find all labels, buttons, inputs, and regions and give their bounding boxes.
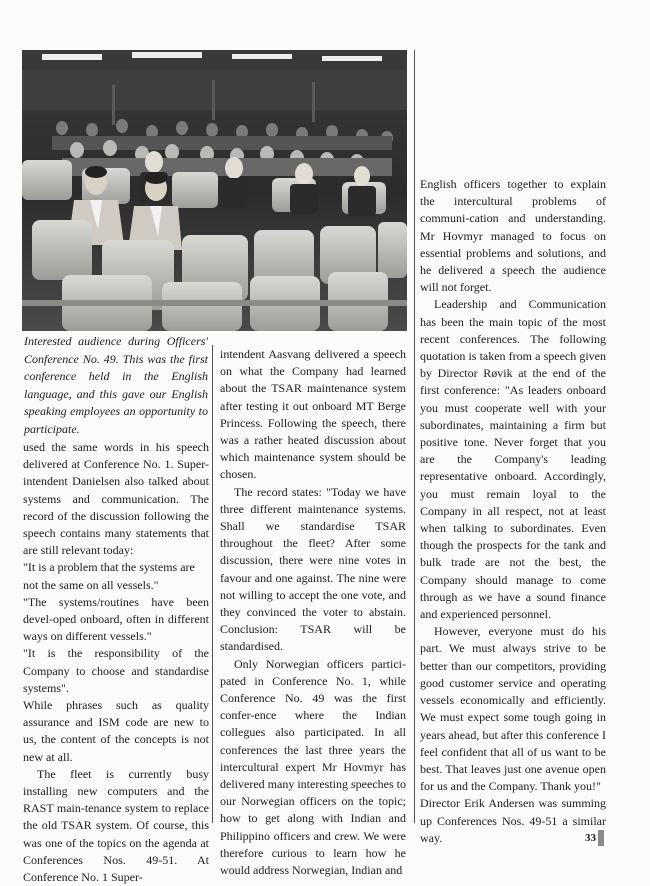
paragraph: The record states: "Today we have three different maintenance systems. Shall we standardise TSAR throughout the fleet? After some discussion, there were nine votes in favour and one against. The nine were not willing to accept the one vote, and they convinced the voter to abstain. Conclusion: TSAR will be standardised. <box>220 484 406 654</box>
conference-photo <box>22 50 407 331</box>
paragraph: The fleet is currently busy installing new computers and the RAST main-tenance system to replace the old TSAR system. Of course, this was one of the topics on the agenda at Conferences Nos. 49-51. At Conference No. 1 Super- <box>23 766 209 885</box>
paragraph: Director Erik Andersen was summing up Conferences Nos. 49-51 a similar way. <box>420 796 606 845</box>
column-rule-right <box>414 50 415 823</box>
article-column-3 <box>420 176 606 847</box>
conference-audience-image <box>22 50 407 331</box>
article-column-1 <box>23 439 209 886</box>
paragraph: English officers together to explain the intercultural problems of communi-cation and understanding. Mr Hovmyr managed to focus on essential problems and solutions, and he delivered a speech the audience will not forget. <box>420 177 606 295</box>
paragraph: intendent Aasvang delivered a speech on what the Company had learned about the TSAR maintenance system after testing it out onboard MT Berge Princess. Following the speech, there was a rather heated discussion about which maintenance system should be chosen. <box>220 347 406 482</box>
paragraph: Only Norwegian officers partici-pated in Conference No. 1, while Conference No. 49 was the first confer-ence where the Indian collegues also participated. In all conferences the last three years the intercultural expert Mr Hovmyr has delivered many interesting speeches to our Norwegian officers on the topic; how to get along with Indian and Philippino officers and crew. We were therefore curious to learn how he would address Norwegian, Indian and <box>220 656 406 878</box>
quote: "It is a problem that the systems are not the same on all vessels." <box>23 560 195 592</box>
page-number: 33 <box>585 832 596 844</box>
page-number-bar <box>598 830 604 846</box>
quote: "It is the responsibility of the Company to choose and standardise systems". <box>23 646 209 695</box>
paragraph: Leadership and Communication has been the main topic of the most recent conferences. The following quotation is taken from a speech given by Director Røvik at the end of the first conference: "As leaders onboard you must cooperate well with your subordinates, maintaining a firm but positive tone. Never forget that you are the Company's leading representative onboard. Accordingly, you must remain loyal to the Company in all respect, not at least when talking to subordinates. Even though the prospects for the tank and bulk trade are not the best, the Company should manage to come through as we have a sound finance and experienced personnel. <box>420 297 606 622</box>
column-rule-left <box>212 345 213 823</box>
paragraph: used the same words in his speech delivered at Conference No. 1. Super-intendent Danielsen also talked about systems and communication. The record of the discussion following the speech contains many statements that are still relevant today: <box>23 440 209 558</box>
article-column-2 <box>220 346 406 879</box>
paragraph: However, everyone must do his part. We must always strive to be better than our competitors, providing good customer service and operating vessels economically and efficiently. We must expect some tough going in years ahead, but after this conference I feel confident that all of us want to be best. That leaves just one avenue open for us and the Company. Thank you!" <box>420 624 606 794</box>
paragraph: While phrases such as quality assurance and ISM code are new to us, the content of the concepts is not new at all. <box>23 698 209 764</box>
quote: "The systems/routines have been devel-oped onboard, often in different ways on different vessels." <box>23 594 209 644</box>
photo-caption: Interested audience during Officers' Conference No. 49. This was the first conference held in the English language, and this gave our English speaking employees an opportunity to participate. <box>24 334 208 436</box>
